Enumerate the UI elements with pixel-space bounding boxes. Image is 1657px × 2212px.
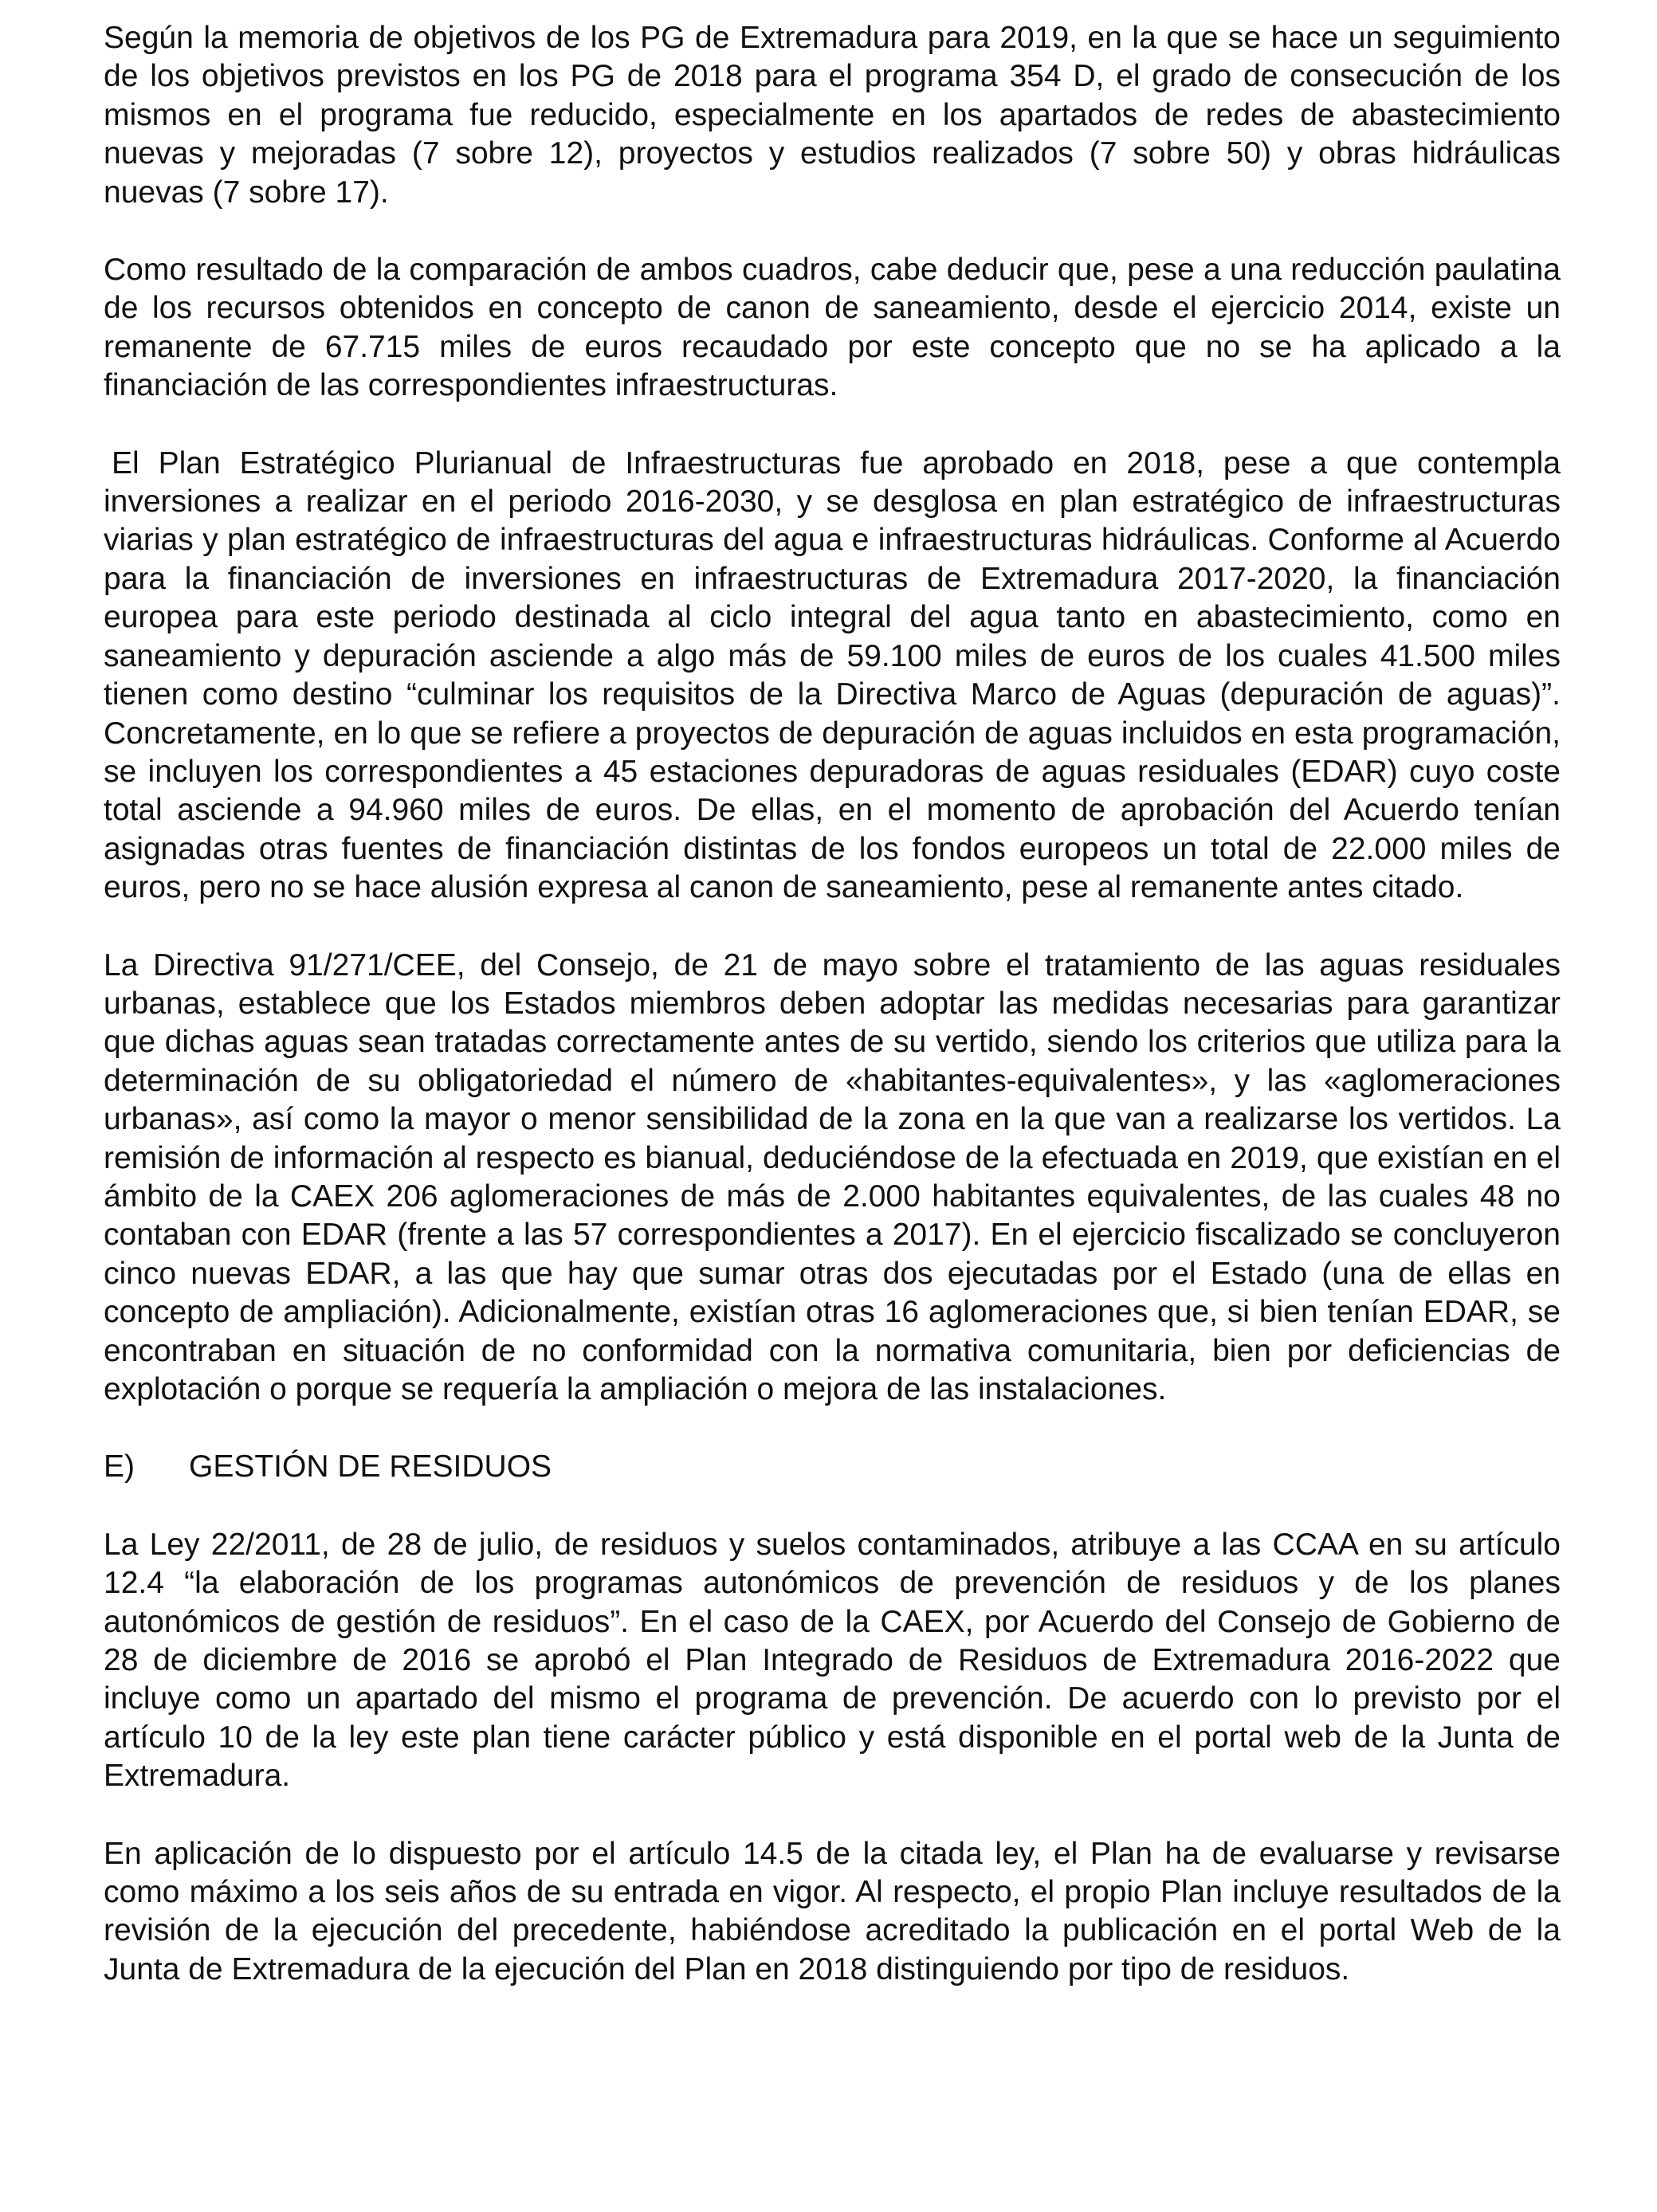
section-title: GESTIÓN DE RESIDUOS: [189, 1449, 552, 1484]
paragraph-evaluacion-plan: En aplicación de lo dispuesto por el artículo 14.5 de la citada ley, el Plan ha de evaluarse y revisarse como máximo a los seis años de su entrada en vigor. Al respecto, el propio Plan incluye resultados de la revisión de la ejecución del precedente, habiéndose acreditado la publicación en el portal Web de la Junta de Extremadura de la ejecución del Plan en 2018 distinguiendo por tipo de residuos.: [104, 1836, 1561, 1986]
document-page: [104, 19, 1561, 2028]
section-heading: [104, 1448, 1561, 1486]
paragraph-ley-residuos: La Ley 22/2011, de 28 de julio, de residuos y suelos contaminados, atribuye a las CCAA en su artículo 12.4 “la elaboración de los programas autonómicos de prevención de residuos y de los planes autonómicos de gestión de residuos”. En el caso de la CAEX, por Acuerdo del Consejo de Gobierno de 28 de diciembre de 2016 se aprobó el Plan Integrado de Residuos de Extremadura 2016-2022 que incluye como un apartado del mismo el programa de prevención. De acuerdo con lo previsto por el artículo 10 de la ley este plan tiene carácter público y está disponible en el portal web de la Junta de Extremadura.: [104, 1527, 1561, 1794]
paragraph-directiva-aguas: La Directiva 91/271/CEE, del Consejo, de 21 de mayo sobre el tratamiento de las aguas residuales urbanas, establece que los Estados miembros deben adoptar las medidas necesarias para garantizar que dichas aguas sean tratadas correctamente antes de su vertido, siendo los criterios que utiliza para la determinación de su obligatoriedad el número de «habitantes-equivalentes», y las «aglomeraciones urbanas», así como la mayor o menor sensibilidad de la zona en la que van a realizarse los vertidos. La remisión de información al respecto es bianual, deduciéndose de la efectuada en 2019, que existían en el ámbito de la CAEX 206 aglomeraciones de más de 2.000 habitantes equivalentes, de las cuales 48 no contaban con EDAR (frente a las 57 correspondientes a 2017). En el ejercicio fiscalizado se concluyeron cinco nuevas EDAR, a las que hay que sumar otras dos ejecutadas por el Estado (una de ellas en concepto de ampliación). Adicionalmente, existían otras 16 aglomeraciones que, si bien tenían EDAR, se encontraban en situación de no conformidad con la normativa comunitaria, bien por deficiencias de explotación o porque se requería la ampliación o mejora de las instalaciones.: [104, 947, 1561, 1406]
paragraph-plan-estrategico: El Plan Estratégico Plurianual de Infraestructuras fue aprobado en 2018, pese a que contempla inversiones a realizar en el periodo 2016-2030, y se desglosa en plan estratégico de infraestructuras viarias y plan estratégico de infraestructuras del agua e infraestructuras hidráulicas. Conforme al Acuerdo para la financiación de inversiones en infraestructuras de Extremadura 2017-2020, la financiación europea para este periodo destinada al ciclo integral del agua tanto en abastecimiento, como en saneamiento y depuración asciende a algo más de 59.100 miles de euros de los cuales 41.500 miles tienen como destino “culminar los requisitos de la Directiva Marco de Aguas (depuración de aguas)”. Concretamente, en lo que se refiere a proyectos de depuración de aguas incluidos en esta programación, se incluyen los correspondientes a 45 estaciones depuradoras de aguas residuales (EDAR) cuyo coste total asciende a 94.960 miles de euros. De ellas, en el momento de aprobación del Acuerdo tenían asignadas otras fuentes de financiación distintas de los fondos europeos un total de 22.000 miles de euros, pero no se hace alusión expresa al canon de saneamiento, pese al remanente antes citado.: [104, 445, 1561, 905]
section-letter: E): [104, 1449, 135, 1484]
paragraph-memoria-objetivos: Según la memoria de objetivos de los PG de Extremadura para 2019, en la que se hace un seguimiento de los objetivos previstos en los PG de 2018 para el programa 354 D, el grado de consecución de los mismos en el programa fue reducido, especialmente en los apartados de redes de abastecimiento nuevas y mejoradas (7 sobre 12), proyectos y estudios realizados (7 sobre 50) y obras hidráulicas nuevas (7 sobre 17).: [104, 21, 1561, 210]
paragraph-canon-saneamiento: Como resultado de la comparación de ambos cuadros, cabe deducir que, pese a una reducción paulatina de los recursos obtenidos en concepto de canon de saneamiento, desde el ejercicio 2014, existe un remanente de 67.715 miles de euros recaudado por este concepto que no se ha aplicado a la financiación de las correspondientes infraestructuras.: [104, 253, 1561, 403]
